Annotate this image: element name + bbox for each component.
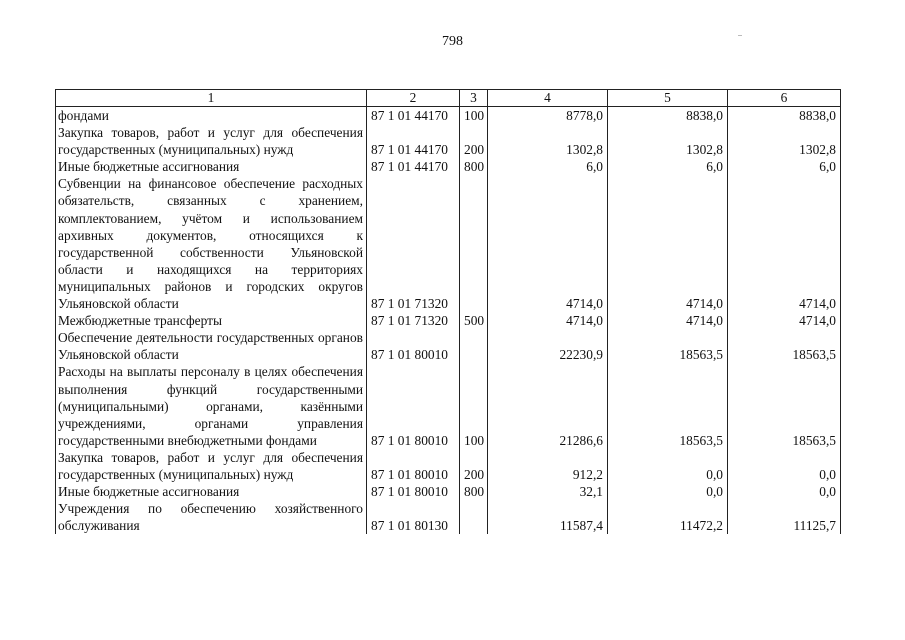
row-value-3: 11125,7 bbox=[728, 500, 841, 534]
header-col-2: 2 bbox=[367, 90, 460, 107]
row-name: Закупка товаров, работ и услуг для обеспечения государственных (муниципальных) нужд bbox=[56, 449, 367, 483]
row-name: Иные бюджетные ассигнования bbox=[56, 483, 367, 500]
row-value-3: 4714,0 bbox=[728, 312, 841, 329]
table-row bbox=[56, 449, 841, 483]
row-vr: 100 bbox=[460, 107, 488, 125]
table-row bbox=[56, 312, 841, 329]
row-value-1: 1302,8 bbox=[488, 124, 608, 158]
header-col-6: 6 bbox=[728, 90, 841, 107]
row-value-3: 4714,0 bbox=[728, 175, 841, 312]
row-name: Закупка товаров, работ и услуг для обеспечения государственных (муниципальных) нужд bbox=[56, 124, 367, 158]
row-value-1: 912,2 bbox=[488, 449, 608, 483]
row-value-3: 8838,0 bbox=[728, 107, 841, 125]
row-value-1: 21286,6 bbox=[488, 363, 608, 448]
row-value-1: 4714,0 bbox=[488, 175, 608, 312]
header-col-1: 1 bbox=[56, 90, 367, 107]
table-row bbox=[56, 329, 841, 363]
header-col-5: 5 bbox=[608, 90, 728, 107]
row-value-2: 0,0 bbox=[608, 449, 728, 483]
row-name: Учреждения по обеспечению хозяйственного обслуживания bbox=[56, 500, 367, 534]
row-value-3: 0,0 bbox=[728, 483, 841, 500]
row-name: Иные бюджетные ассигнования bbox=[56, 158, 367, 175]
row-value-2: 0,0 bbox=[608, 483, 728, 500]
row-code: 87 1 01 71320 bbox=[367, 312, 460, 329]
budget-table bbox=[55, 89, 841, 534]
row-vr: 200 bbox=[460, 124, 488, 158]
row-value-1: 4714,0 bbox=[488, 312, 608, 329]
row-name: Расходы на выплаты персоналу в целях обеспечения выполнения функций государственными (муниципальными) органами, казёнными учреждениями, органами управления государственными внебюджетными фондами bbox=[56, 363, 367, 448]
table-row bbox=[56, 483, 841, 500]
row-name: фондами bbox=[56, 107, 367, 125]
row-value-3: 0,0 bbox=[728, 449, 841, 483]
row-vr bbox=[460, 175, 488, 312]
row-code: 87 1 01 80130 bbox=[367, 500, 460, 534]
row-name: Обеспечение деятельности государственных органов Ульяновской области bbox=[56, 329, 367, 363]
row-value-3: 1302,8 bbox=[728, 124, 841, 158]
row-code: 87 1 01 80010 bbox=[367, 329, 460, 363]
row-value-2: 4714,0 bbox=[608, 312, 728, 329]
row-value-1: 22230,9 bbox=[488, 329, 608, 363]
row-code: 87 1 01 80010 bbox=[367, 483, 460, 500]
row-code: 87 1 01 80010 bbox=[367, 449, 460, 483]
row-value-1: 32,1 bbox=[488, 483, 608, 500]
row-vr bbox=[460, 500, 488, 534]
page-number: 798 bbox=[442, 34, 463, 49]
table-row bbox=[56, 124, 841, 158]
row-value-1: 6,0 bbox=[488, 158, 608, 175]
table-row bbox=[56, 500, 841, 534]
table-row bbox=[56, 175, 841, 312]
row-value-2: 11472,2 bbox=[608, 500, 728, 534]
scan-mark bbox=[738, 35, 742, 36]
row-name: Межбюджетные трансферты bbox=[56, 312, 367, 329]
row-value-3: 6,0 bbox=[728, 158, 841, 175]
row-code: 87 1 01 80010 bbox=[367, 363, 460, 448]
header-col-4: 4 bbox=[488, 90, 608, 107]
row-value-1: 8778,0 bbox=[488, 107, 608, 125]
row-vr: 800 bbox=[460, 483, 488, 500]
row-code: 87 1 01 44170 bbox=[367, 158, 460, 175]
row-value-2: 4714,0 bbox=[608, 175, 728, 312]
row-code: 87 1 01 44170 bbox=[367, 124, 460, 158]
row-value-2: 8838,0 bbox=[608, 107, 728, 125]
row-value-2: 18563,5 bbox=[608, 363, 728, 448]
row-value-2: 1302,8 bbox=[608, 124, 728, 158]
row-code: 87 1 01 44170 bbox=[367, 107, 460, 125]
table-row bbox=[56, 107, 841, 125]
row-value-3: 18563,5 bbox=[728, 363, 841, 448]
row-vr: 500 bbox=[460, 312, 488, 329]
row-value-3: 18563,5 bbox=[728, 329, 841, 363]
row-vr: 800 bbox=[460, 158, 488, 175]
row-code: 87 1 01 71320 bbox=[367, 175, 460, 312]
row-value-2: 18563,5 bbox=[608, 329, 728, 363]
row-vr: 200 bbox=[460, 449, 488, 483]
header-col-3: 3 bbox=[460, 90, 488, 107]
row-vr: 100 bbox=[460, 363, 488, 448]
table-row bbox=[56, 363, 841, 448]
row-value-1: 11587,4 bbox=[488, 500, 608, 534]
row-name: Субвенции на финансовое обеспечение расходных обязательств, связанных с хранением, комплектованием, учётом и использованием архивных документов, относящихся к государственной собственности Ульяновской области и находящихся на территориях муниципальных районов и городских округов Ульяновской области bbox=[56, 175, 367, 312]
row-vr bbox=[460, 329, 488, 363]
table-header-row bbox=[56, 90, 841, 107]
table-row bbox=[56, 158, 841, 175]
row-value-2: 6,0 bbox=[608, 158, 728, 175]
